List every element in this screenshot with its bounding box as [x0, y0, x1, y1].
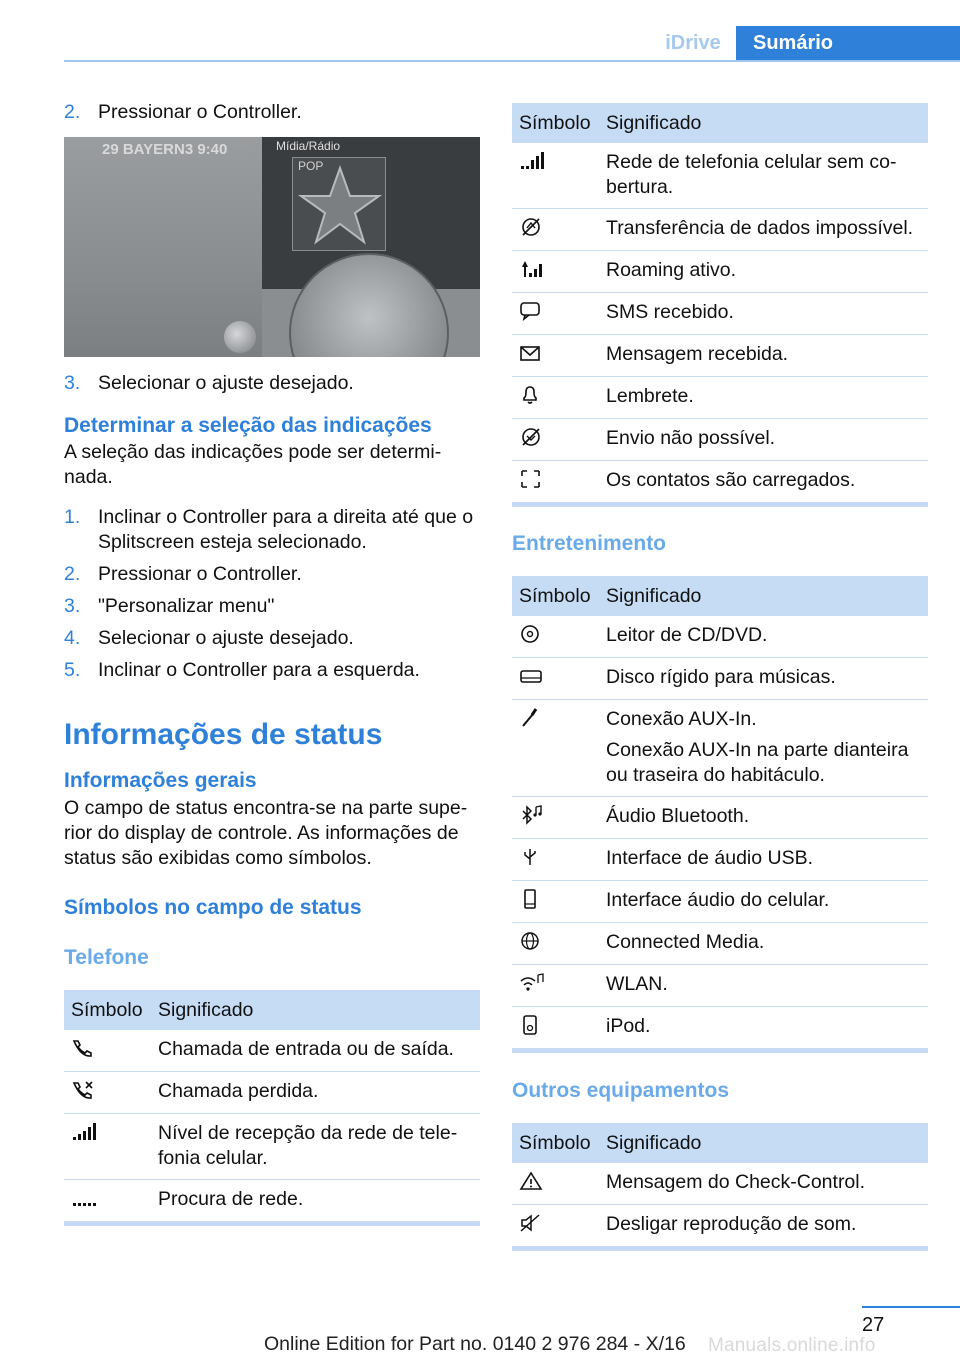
envelope-icon — [519, 343, 545, 363]
step-text: Pressionar o Controller. — [98, 563, 302, 585]
contacts-loading-icon — [519, 469, 545, 489]
aux-plug-icon — [519, 708, 545, 728]
table-row — [512, 209, 928, 251]
status-symbols-title: Símbolos no campo de status — [64, 896, 362, 919]
table-header-row — [512, 1123, 928, 1163]
watermark: Manuals.online.info — [708, 1335, 876, 1356]
meaning-cell: Procura de rede. — [158, 1180, 480, 1224]
step-number: 3. — [64, 372, 81, 394]
meaning-cell: WLAN. — [606, 965, 928, 1007]
col-symbol-header: Símbolo — [512, 103, 606, 143]
table-row — [512, 1163, 928, 1205]
mobile-phone-icon — [519, 889, 545, 909]
col-meaning-header: Significado — [606, 1123, 928, 1163]
meaning-cell: Nível de recepção da rede de tele‐fonia celular. — [158, 1114, 480, 1180]
meaning-cell: Interface áudio do celular. — [606, 881, 928, 923]
meaning-cell: Chamada de entrada ou de saída. — [158, 1030, 480, 1072]
table-row — [512, 965, 928, 1007]
table-row — [512, 419, 928, 461]
bluetooth-audio-icon — [519, 805, 545, 825]
hard-disk-icon — [519, 666, 545, 686]
col-symbol-header: Símbolo — [64, 990, 158, 1030]
meaning-cell: Conexão AUX-In. — [606, 708, 757, 730]
general-info-text: O campo de status encontra-se na parte supe‐rior do display de controle. As informações de status são exibidas como símbolos. — [64, 797, 468, 869]
send-blocked-icon — [519, 427, 545, 447]
col-meaning-header: Significado — [158, 990, 480, 1030]
step-number: 2. — [64, 101, 81, 123]
table-row — [512, 839, 928, 881]
warning-triangle-icon — [519, 1171, 545, 1191]
table-row — [512, 377, 928, 419]
step-text: Inclinar o Controller para a direita até que o Splitscreen esteja selecionado. — [98, 506, 474, 553]
chapter-tab[interactable]: iDrive — [665, 32, 721, 54]
ipod-icon — [519, 1015, 545, 1035]
wlan-icon — [519, 973, 545, 993]
disc-icon — [519, 624, 545, 644]
table-row — [64, 1114, 480, 1180]
controller-button — [224, 321, 256, 353]
sms-bubble-icon — [519, 301, 545, 321]
phone-symbols-table-continued — [512, 103, 928, 507]
determine-intro: A seleção das indicações pode ser determi‐nada. — [64, 441, 442, 488]
no-signal-bars-icon — [519, 151, 545, 171]
table-row — [512, 1007, 928, 1051]
general-info-title: Informações gerais — [64, 769, 257, 792]
idrive-screenshot — [64, 137, 480, 357]
screenshot-station-text: 29 BAYERN3 9:40 — [102, 141, 228, 158]
step-text: Pressionar o Controller. — [98, 101, 302, 123]
step-text: Selecionar o ajuste desejado. — [98, 627, 354, 649]
roaming-icon — [519, 259, 545, 279]
entertainment-section-title: Entretenimento — [512, 532, 667, 555]
page-number: 27 — [862, 1314, 885, 1336]
step-select-setting — [64, 371, 480, 396]
phone-section-title: Telefone — [64, 946, 149, 969]
bell-icon — [519, 385, 545, 405]
meaning-cell-detail: Conexão AUX-In na parte dianteira ou traseira do habitáculo. — [606, 739, 909, 786]
table-row — [512, 700, 928, 797]
step-number: 3. — [64, 595, 81, 617]
table-row — [512, 335, 928, 377]
determine-step — [64, 658, 480, 683]
meaning-cell: Rede de telefonia celular sem co‐bertura. — [606, 143, 928, 209]
step-text: Inclinar o Controller para a esquerda. — [98, 659, 420, 681]
network-search-dots-icon — [71, 1188, 97, 1208]
col-symbol-header: Símbolo — [512, 576, 606, 616]
meaning-cell: iPod. — [606, 1007, 928, 1051]
table-row — [512, 293, 928, 335]
determine-step — [64, 594, 480, 619]
left-column — [64, 100, 480, 1226]
edition-text: Online Edition for Part no. 0140 2 976 284 - X/16 — [264, 1333, 686, 1355]
determine-step — [64, 505, 480, 555]
meaning-cell: SMS recebido. — [606, 293, 928, 335]
table-row — [512, 658, 928, 700]
table-row — [512, 881, 928, 923]
col-symbol-header: Símbolo — [512, 1123, 606, 1163]
table-row — [512, 143, 928, 209]
table-row — [512, 461, 928, 505]
right-column — [512, 103, 928, 1251]
screenshot-panel-title: Mídia/Rádio — [276, 139, 341, 153]
other-equipment-title: Outros equipamentos — [512, 1079, 730, 1102]
determine-step — [64, 626, 480, 651]
table-row — [64, 1072, 480, 1114]
meaning-cell: Mensagem do Check-Control. — [606, 1163, 928, 1205]
meaning-cell: Os contatos são carregados. — [606, 461, 928, 505]
connected-media-icon — [519, 931, 545, 951]
missed-call-icon — [71, 1080, 97, 1100]
table-row — [512, 616, 928, 658]
meaning-cell: Mensagem recebida. — [606, 335, 928, 377]
step-press-controller — [64, 100, 480, 125]
table-row — [64, 1030, 480, 1072]
table-row — [64, 1180, 480, 1224]
table-row — [512, 251, 928, 293]
step-number: 4. — [64, 627, 81, 649]
meaning-cell: Leitor de CD/DVD. — [606, 616, 928, 658]
step-number: 2. — [64, 563, 81, 585]
other-symbols-table — [512, 1123, 928, 1251]
album-cover-label: POP — [298, 159, 324, 173]
table-row — [512, 1205, 928, 1249]
meaning-cell: Roaming ativo. — [606, 251, 928, 293]
meaning-cell: Disco rígido para músicas. — [606, 658, 928, 700]
entertainment-symbols-table — [512, 576, 928, 1053]
footer-rule — [862, 1306, 960, 1308]
phone-symbols-table — [64, 990, 480, 1226]
table-header-row — [64, 990, 480, 1030]
data-blocked-icon — [519, 217, 545, 237]
col-meaning-header: Significado — [606, 103, 928, 143]
table-header-row — [512, 576, 928, 616]
summary-tab[interactable]: Sumário — [736, 26, 960, 60]
speaker-muted-icon — [519, 1213, 545, 1233]
meaning-cell: Transferência de dados impossível. — [606, 209, 928, 251]
table-row — [512, 797, 928, 839]
meaning-cell: Connected Media. — [606, 923, 928, 965]
meaning-cell: Chamada perdida. — [158, 1072, 480, 1114]
meaning-cell: Lembrete. — [606, 377, 928, 419]
signal-bars-icon — [71, 1122, 97, 1142]
determine-step — [64, 562, 480, 587]
determine-steps — [64, 505, 480, 683]
table-row — [512, 923, 928, 965]
step-text: "Personalizar menu" — [98, 595, 275, 617]
phone-handset-icon — [71, 1038, 97, 1058]
col-meaning-header: Significado — [606, 576, 928, 616]
step-text: Selecionar o ajuste desejado. — [98, 372, 354, 394]
meaning-cell: Áudio Bluetooth. — [606, 797, 928, 839]
section-determine-title: Determinar a seleção das indicações — [64, 414, 432, 437]
meaning-cell: Desligar reprodução de som. — [606, 1205, 928, 1249]
step-number: 1. — [64, 506, 81, 528]
status-info-title: Informações de status — [64, 718, 383, 751]
table-header-row — [512, 103, 928, 143]
meaning-cell: Interface de áudio USB. — [606, 839, 928, 881]
usb-icon — [519, 847, 545, 867]
header-rule — [64, 60, 960, 62]
meaning-cell: Envio não possível. — [606, 419, 928, 461]
step-number: 5. — [64, 659, 81, 681]
